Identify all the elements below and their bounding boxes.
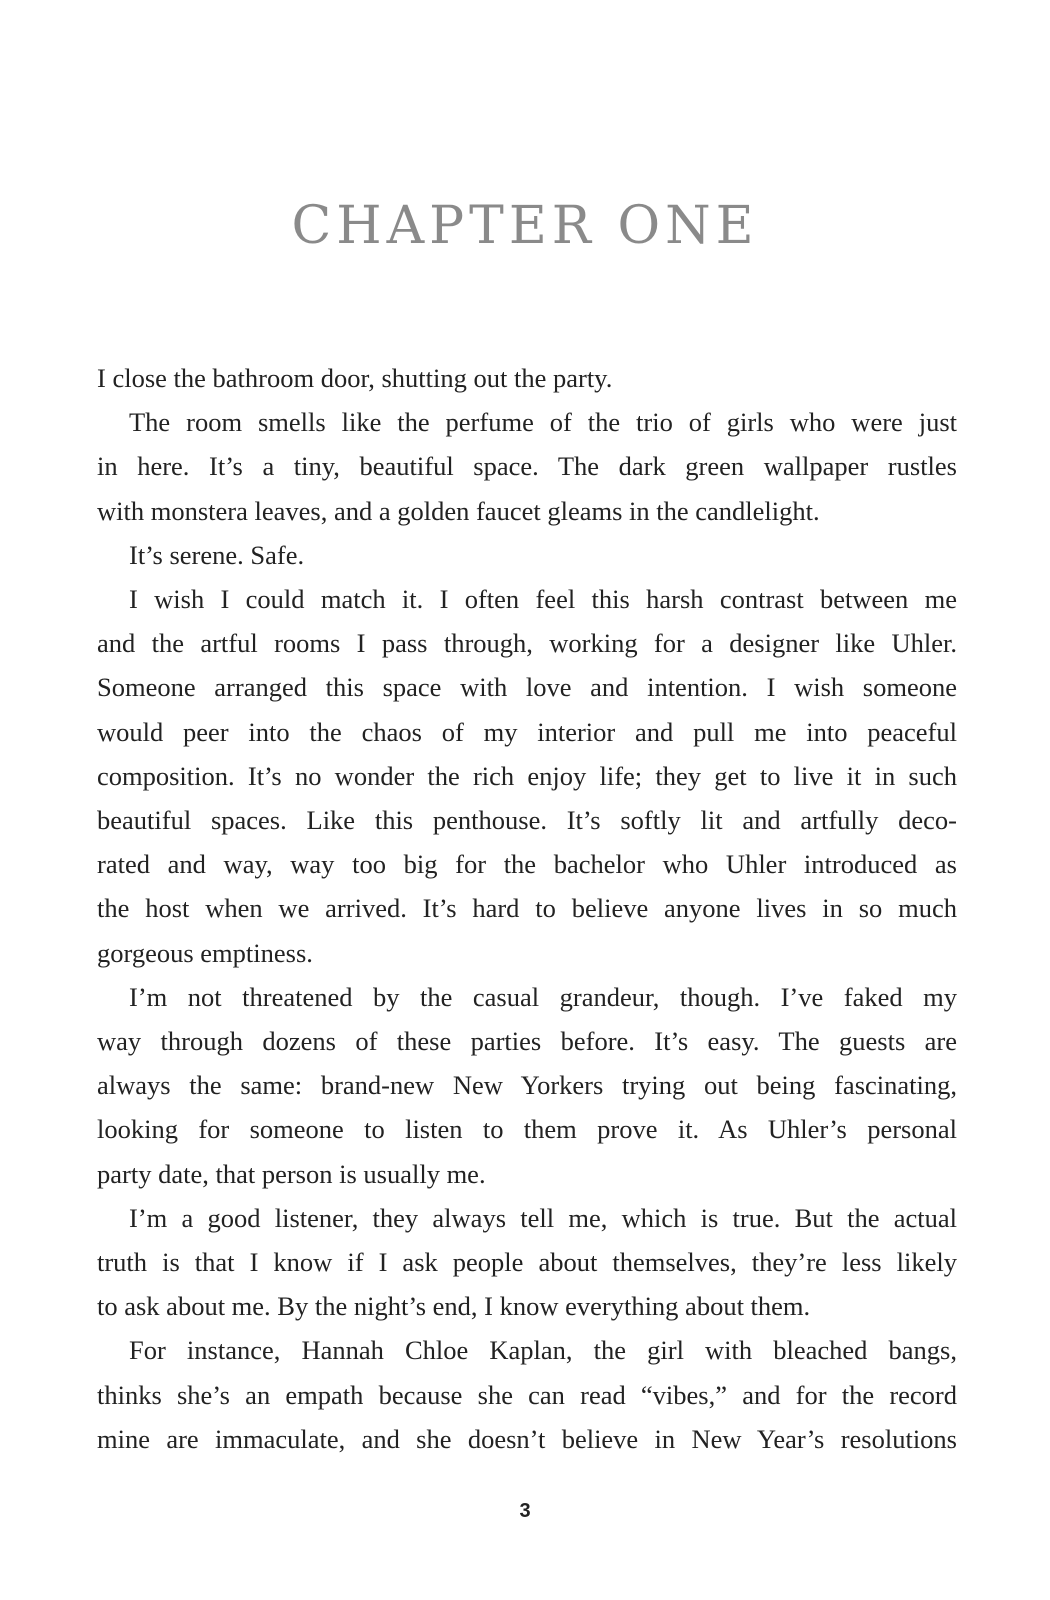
- paragraph: [97, 356, 957, 400]
- text-line: rated and way, way too big for the bachelor who Uhler introduced as: [97, 849, 957, 880]
- paragraph: [97, 1196, 957, 1329]
- text-line: party date, that person is usually me.: [97, 1158, 486, 1189]
- text-line: to ask about me. By the night’s end, I know everything about them.: [97, 1291, 811, 1322]
- chapter-title: CHAPTER ONE: [291, 196, 759, 256]
- text-line: beautiful spaces. Like this penthouse. It’s softly lit and artfully deco-: [97, 805, 957, 836]
- text-line: would peer into the chaos of my interior and pull me into peaceful: [97, 716, 957, 747]
- text-line: truth is that I know if I ask people about themselves, they’re less likely: [97, 1247, 957, 1278]
- text-line: always the same: brand-new New Yorkers trying out being fascinating,: [97, 1070, 957, 1101]
- text-line: gorgeous emptiness.: [97, 937, 313, 968]
- text-line: I close the bathroom door, shutting out the party.: [97, 363, 613, 393]
- text-line: The room smells like the perfume of the trio of girls who were just: [129, 407, 957, 438]
- paragraph: [97, 577, 957, 975]
- text-line: Someone arranged this space with love and intention. I wish someone: [97, 672, 957, 703]
- paragraph: [97, 533, 957, 577]
- page-number: 3: [519, 1500, 531, 1522]
- paragraph: [97, 400, 957, 533]
- text-line: I wish I could match it. I often feel this harsh contrast between me: [129, 584, 957, 615]
- text-line: the host when we arrived. It’s hard to believe anyone lives in so much: [97, 893, 957, 924]
- chapter-body: [97, 356, 957, 1461]
- text-line: way through dozens of these parties before. It’s easy. The guests are: [97, 1026, 957, 1057]
- text-line: For instance, Hannah Chloe Kaplan, the girl with bleached bangs,: [129, 1335, 957, 1366]
- text-line: I’m a good listener, they always tell me, which is true. But the actual: [129, 1202, 957, 1233]
- text-line: I’m not threatened by the casual grandeur, though. I’ve faked my: [129, 981, 957, 1012]
- text-line: looking for someone to listen to them prove it. As Uhler’s personal: [97, 1114, 957, 1145]
- text-line: and the artful rooms I pass through, working for a designer like Uhler.: [97, 628, 957, 659]
- text-line: It’s serene. Safe.: [129, 539, 305, 570]
- text-line: mine are immaculate, and she doesn’t believe in New Year’s resolutions: [97, 1423, 957, 1454]
- text-line: in here. It’s a tiny, beautiful space. The dark green wallpaper rustles: [97, 451, 957, 482]
- text-line: thinks she’s an empath because she can read “vibes,” and for the record: [97, 1379, 957, 1410]
- paragraph: [97, 1328, 957, 1461]
- text-line: with monstera leaves, and a golden faucet gleams in the candlelight.: [97, 495, 820, 526]
- text-line: composition. It’s no wonder the rich enjoy life; they get to live it in such: [97, 760, 957, 791]
- paragraph: [97, 975, 957, 1196]
